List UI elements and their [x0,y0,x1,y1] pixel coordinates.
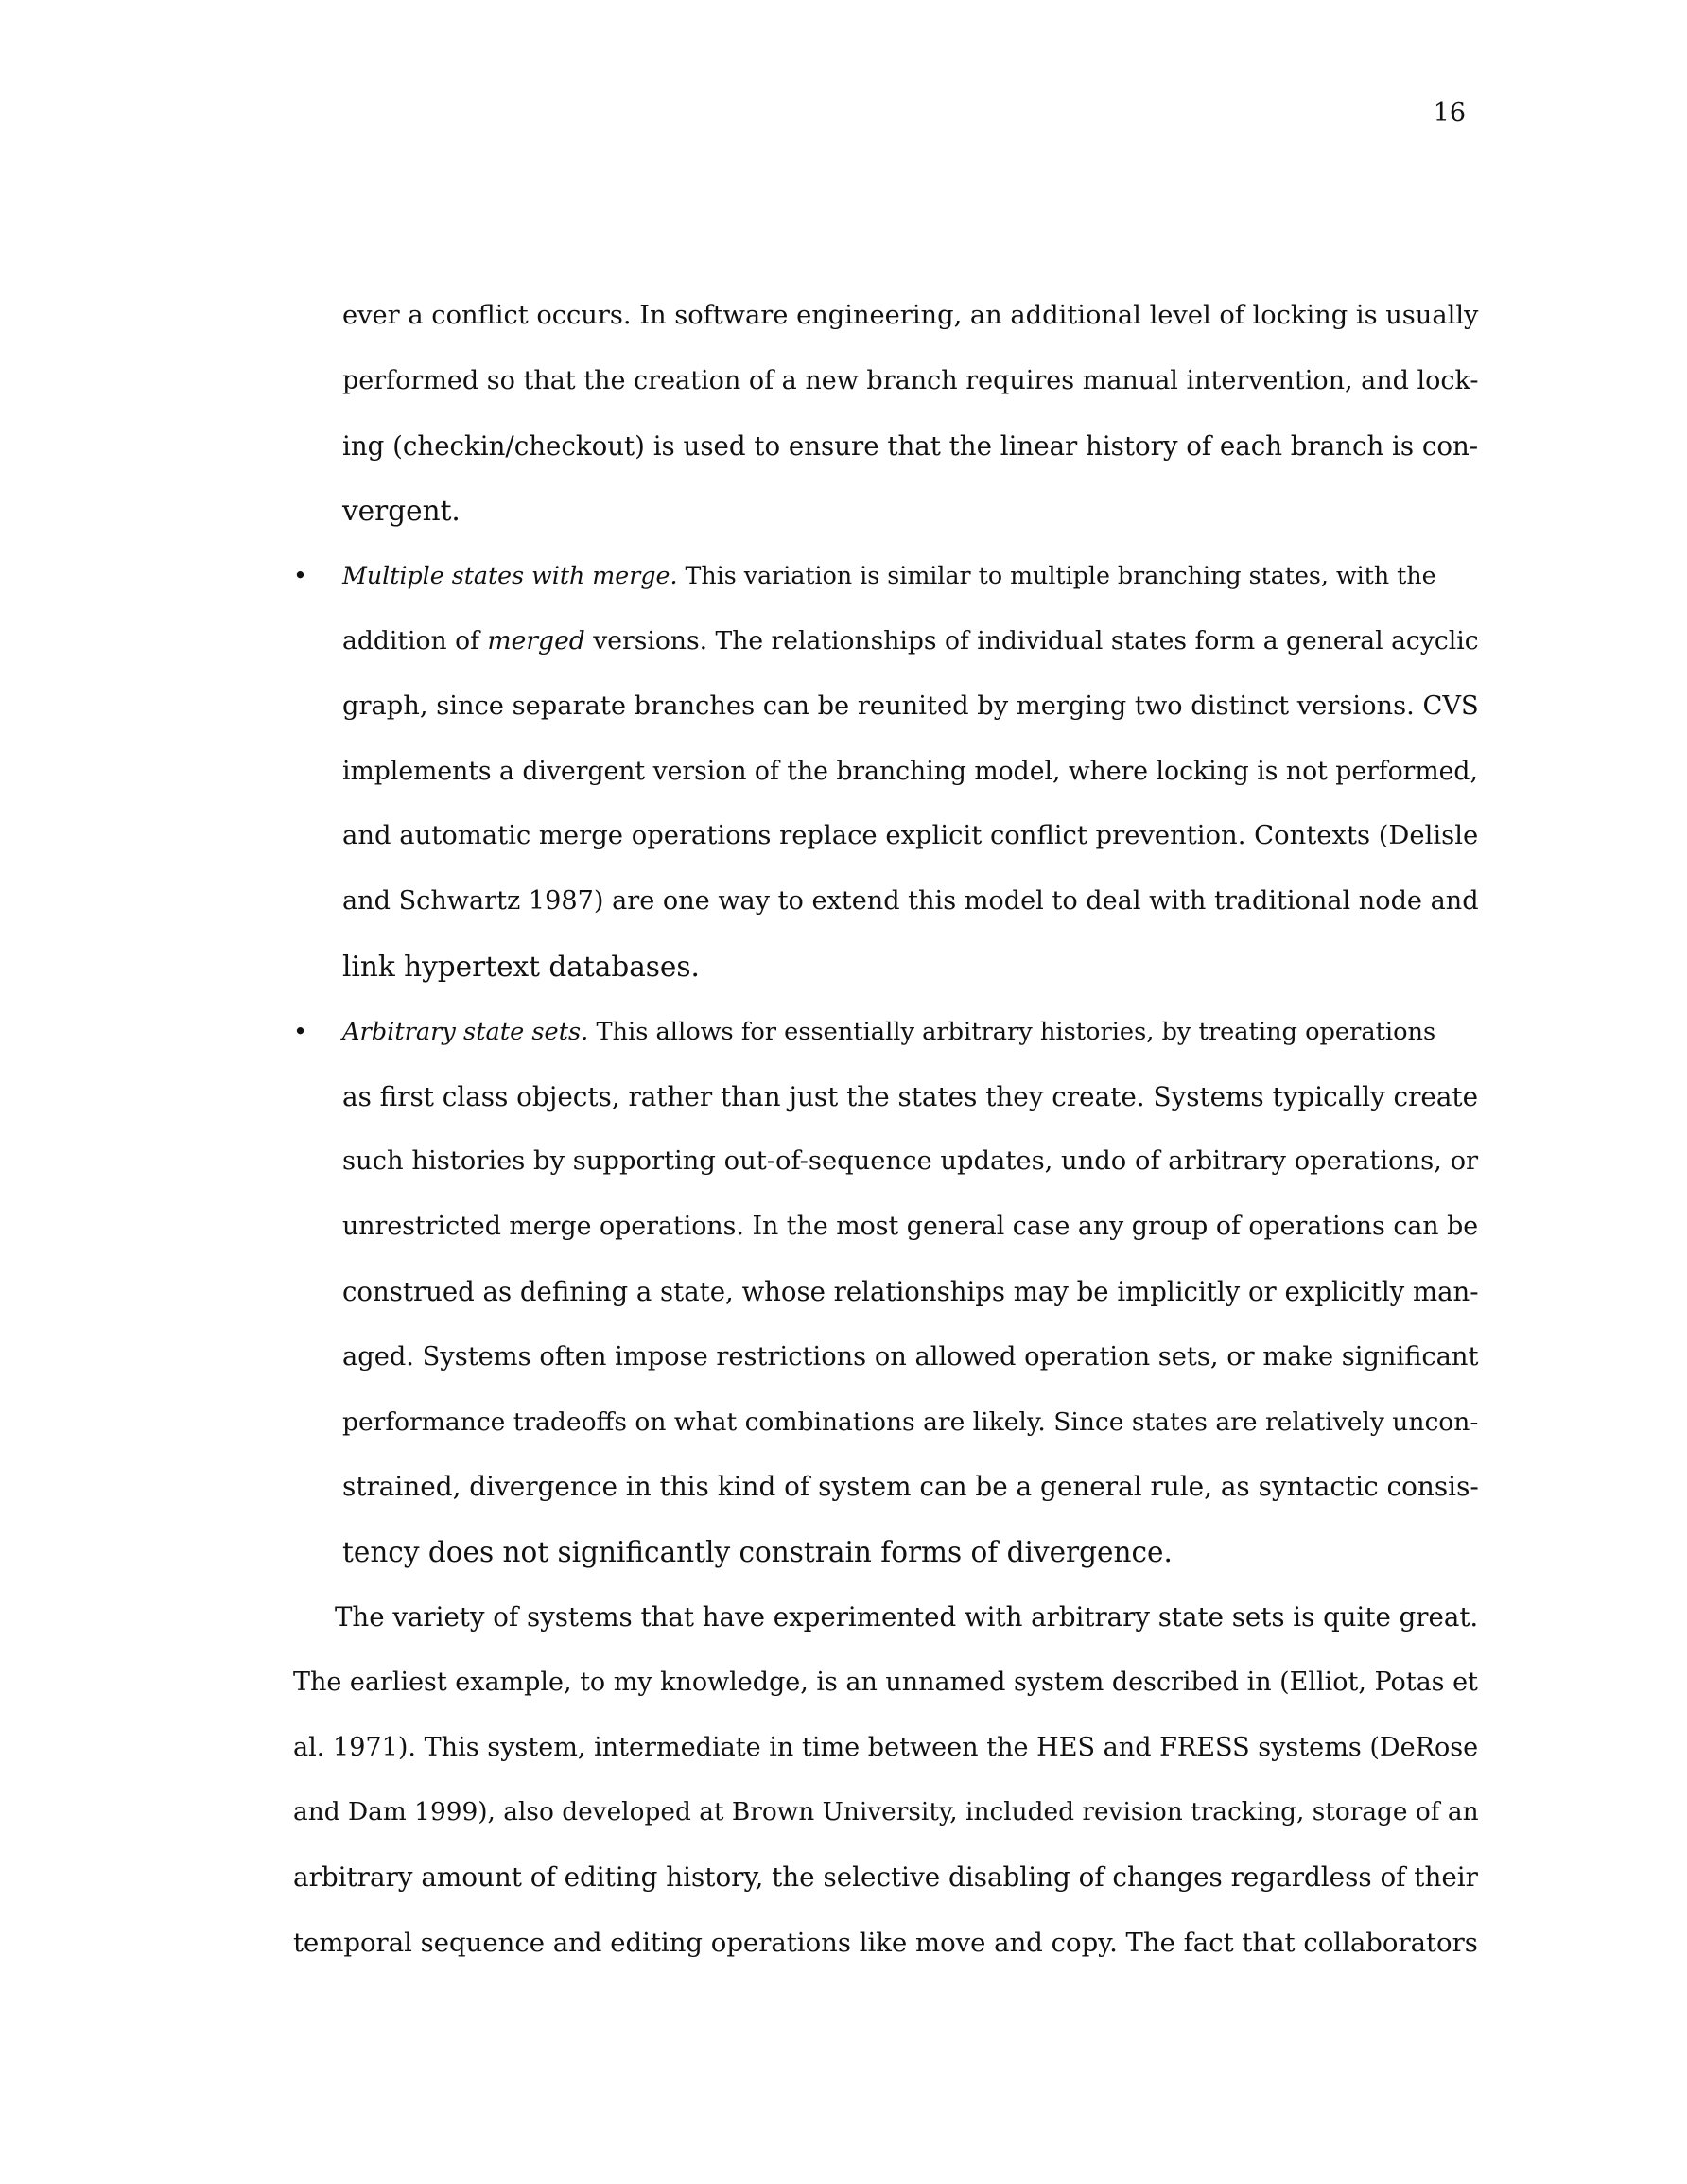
text-line: arbitrary amount of editing history, the selective disabling of changes regardless of their [293,1861,1478,1894]
bullet-marker: • [293,562,307,590]
text-line: al. 1971). This system, intermediate in time between the HES and FRESS systems (DeRose [293,1732,1479,1762]
text-line: strained, divergence in this kind of system can be a general rule, as syntactic consis- [342,1471,1479,1503]
text-line: performed so that the creation of a new branch requires manual intervention, and lock- [342,365,1479,395]
text-line: tency does not significantly constrain forms of divergence. [342,1536,1173,1569]
text-line: construed as defining a state, whose relationships may be implicitly or explicitly man- [342,1276,1479,1307]
text-line: vergent. [342,495,461,528]
text-line [293,609,1485,674]
bullet-term: Multiple states with merge. [342,562,678,590]
text-line: and Dam 1999), also developed at Brown University, included revision tracking, storage of an [293,1798,1479,1827]
text-line [293,1000,1485,1065]
page-body [293,284,1485,1976]
text-line: The earliest example, to my knowledge, is an unnamed system described in (Elliot, Potas et [293,1667,1478,1697]
text-line: ever a conflict occurs. In software engineering, an additional level of locking is usually [342,301,1479,330]
text-line: The variety of systems that have experimented with arbitrary state sets is quite great. [335,1600,1479,1633]
continuation-text [293,284,1485,544]
text-line: unrestricted merge operations. In the most general case any group of operations can be [342,1212,1479,1242]
text-line: such histories by supporting out-of-sequence updates, undo of arbitrary operations, or [342,1146,1479,1177]
text-fragment: This variation is similar to multiple branching states, with the [677,562,1436,590]
text-line: aged. Systems often impose restrictions on allowed operation sets, or make significant [342,1341,1479,1372]
bullet-item-multiple-states-with-merge [293,544,1485,1000]
text-fragment: versions. The relationships of individual states form a general acyclic [584,625,1479,655]
text-line: implements a divergent version of the branching model, where locking is not performed, [342,756,1478,786]
text-line: graph, since separate branches can be reunited by merging two distinct versions. CVS [342,690,1479,721]
page-number: 16 [1433,98,1466,128]
text-fragment: addition of [342,625,488,655]
text-line: ing (checkin/checkout) is used to ensure that the linear history of each branch is con- [342,429,1479,462]
text-line: link hypertext databases. [342,950,700,983]
text-line: and automatic merge operations replace explicit conflict prevention. Contexts (Delisle [342,821,1479,851]
bullet-term: Arbitrary state sets. [342,1017,589,1046]
text-line: as first class objects, rather than just the states they create. Systems typically create [342,1080,1479,1112]
bullet-item-arbitrary-state-sets [293,1000,1485,1585]
body-paragraph [293,1585,1485,1976]
text-line: and Schwartz 1987) are one way to extend this model to deal with traditional node and [342,886,1479,917]
text-line: temporal sequence and editing operations like move and copy. The fact that collaborators [293,1927,1478,1958]
emphasis-merged: merged [487,625,585,655]
bullet-marker: • [293,1017,308,1046]
text-fragment: This allows for essentially arbitrary histories, by treating operations [588,1017,1436,1046]
text-line: performance tradeoffs on what combinations are likely. Since states are relatively uncon- [342,1406,1479,1437]
text-line [293,544,1485,609]
